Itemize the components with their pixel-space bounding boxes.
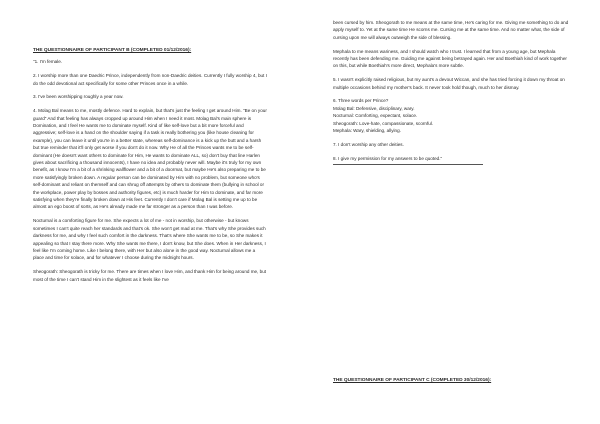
- answer-6: [333, 97, 571, 134]
- answer-6-line: Molag Bal: Defensive, disciplinary, wary.: [333, 105, 415, 111]
- answer-6-line: Mephala: Wary, shielding, allying.: [333, 128, 401, 134]
- answer-7: 7. I don't worship any other deities.: [333, 141, 404, 147]
- participant-b-heading: THE QUESTIONNAIRE OF PARTICIPANT B (COMPLETED 01/12/2016):: [33, 48, 192, 53]
- left-column: [33, 47, 267, 289]
- answer-4-sheogorath-cont: been cursed by him. Sheogorath to me means at the same time, He's caring for me. Giving me something to do and apply myself to. Yet at the same time He scorns me. Cursing me at the same time. And no matter what, the side of cursing upon me will always outweigh the side of blessing.: [333, 20, 569, 40]
- answer-2: 2. I worship more than one Daedric Prince, independently from non-Daedric deities. Currently I fully worship 4, but I do the odd devotional act specifically for some other Princes once in a while.: [33, 73, 267, 86]
- answer-4-mephala: Mephala to me means wariness, and I should watch who I trust. I learned that from a young age, but Mephala recently has been defending me. Guiding me against being betrayed again. Her and Boethiah kind of work together on this, but while Boethiah's more direct, Mephala's more subtle.: [333, 48, 567, 69]
- participant-c-heading: THE QUESTIONNAIRE OF PARTICIPANT C (COMPLETED 30/12/2016):: [333, 378, 492, 383]
- answer-5: 5. I wasn't explicitly raised religious, but my aunt's a devout Wiccan, and she has tried forcing it down my throat on multiple occasions behind my mother's back. It never took hold though, much to her dismay.: [333, 77, 565, 90]
- answer-4-molag-bal: 4. Molag Bal means to me, mostly defence. Hard to explain, but that's just the feeling I get around Him. "Be on your guard" And that feeling has always cropped up around Him when I need it most. Molag Bal's main sphere is Domination, and I feel He wants me to dominate myself. Kind of like self-love but a bit more forceful and aggressive; self-love is a hand on the shoulder saying if a task is really bothering you (like house cleaning for example), you can leave it until you're in a better state, whereas self-dominance is a kick up the butt and a harsh but true reminder that it'll only get worse if you don't do it now. Why He of all the Princes wants me to be self-dominant (He doesn't want others to dominate for Him, He wants to dominate ALL, so) don't buy that line Harlen gives about sacrificing a thousand innocents), I have no idea and probably never will. Maybe it's truly for my own benefit, as I know I'm a bit of a shrinking wallflower and a bit of a doormat, but maybe He's also preparing me to be more satisfyingly broken down. A regular person can be dominated by Him with no problem, but someone who's self-dominant and reliant on themself and can shrug off attempts by others to dominate them (bullying in school or the workplace, power play by bosses and authority figures, etc) is much harder for Him to dominate, and far more satisfying when they're finally broken down at His feet. Currently I don't care if Molag Bal is setting me up to be almost an ego boost of sorts, as He's already made me far stronger as a person than I was before.: [33, 108, 267, 210]
- answer-6-line: Sheogorath: Love-hate, compassionate, scornful.: [333, 120, 434, 126]
- answer-4-sheogorath: Sheogorath: Sheogorath is tricky for me. There are times when I love Him, and thank Him for being around me, but most of the time I can't stand Him in the slightest as it feels like I've: [33, 269, 267, 282]
- answer-6-line: Nocturnal: Comforting, expectant, solace.: [333, 113, 418, 119]
- right-column: [333, 19, 571, 165]
- answer-8: 8. I give my permission for my answers to be quoted.": [333, 155, 443, 161]
- answer-6-title: 6. Three words per Prince?: [333, 98, 389, 104]
- answer-4-nocturnal: Nocturnal is a comforting figure for me. She expects a lot of me - not in worship, but otherwise - but knows sometimes I can't quite reach her standards and that's ok. She won't get mad at me. That's why She provides such darkness for me, and why I feel such comfort in the darkness. That's where She wants me to be, so She makes it appealing so that I stay there more. Why She wants me there, I don't know, but She does. When in Her darkness, I feel like I'm coming home. Like I belong there, with Her but also alone in the good way. Nocturnal allows me a place and time for solace, and for whatever I choose during the midnight hours.: [33, 218, 266, 261]
- answer-3: 3. I've been worshipping roughly a year now.: [33, 94, 124, 100]
- answer-1: "1. I'm female.: [33, 59, 63, 65]
